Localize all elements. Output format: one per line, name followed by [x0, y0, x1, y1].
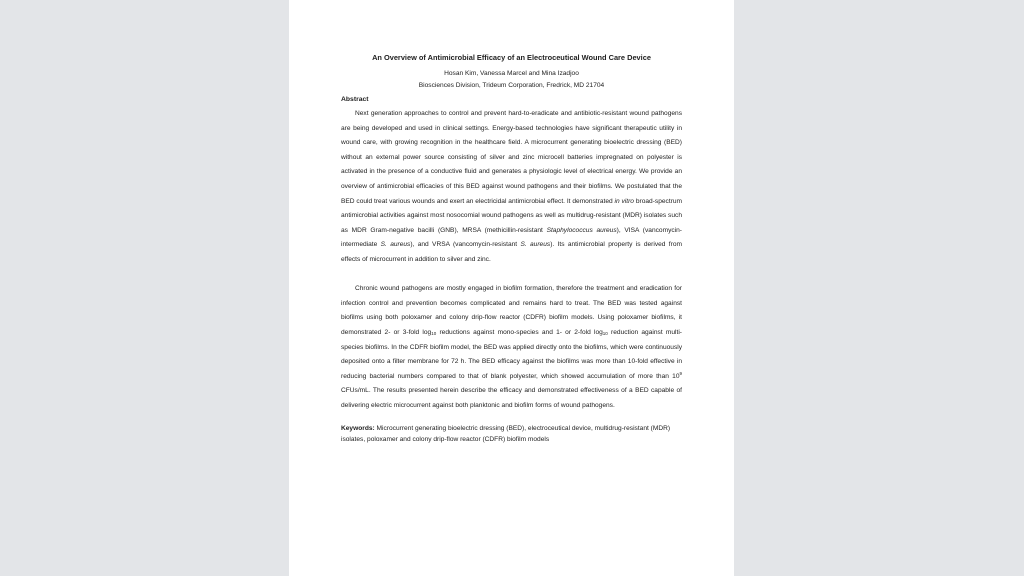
- text-run: CFUs/mL. The results presented herein describe the efficacy and demonstrated effectiveness of a BED capable of delivering electric microcurrent against both planktonic and biofilm forms of wound pathogens.: [341, 387, 682, 409]
- italic-run: Staphylococcus aureus: [546, 226, 617, 234]
- subscript: 10: [431, 330, 437, 336]
- abstract-paragraph-1: [341, 107, 682, 268]
- text-run: Next generation approaches to control and prevent hard-to-eradicate and antibiotic-resistant wound pathogens are being developed and used in clinical settings. Energy-based technologies have significant therapeutic utility in wound care, with growing recognition in the healthcare field. A microcurrent generating bioelectric dressing (BED) without an external power source consisting of silver and zinc microcell batteries impregnated on polyester is activated in the presence of a conductive fluid and generates a physiologic level of electrical energy. We provide an overview of antimicrobial efficacies of this BED against wound pathogens and their biofilms. We postulated that the BED could treat various wounds and exert an electricidal antimicrobial effect. It demonstrated: [341, 110, 682, 205]
- paragraph-gap: [341, 268, 682, 283]
- keywords-label: Keywords:: [341, 425, 375, 433]
- abstract-paragraph-2: [341, 282, 682, 413]
- page-content: [341, 52, 682, 445]
- text-run: broad-spectrum antimicrobial activities against most nosocomial wound pathogens as well as multidrug-resistant (MDR) isolates such as MDR Gram-negative bacilli (GNB), MRSA (methicillin-resistant: [341, 197, 683, 234]
- text-run: ). Its antimicrobial property is derived from effects of microcurrent in addition to silver and zinc.: [341, 241, 682, 263]
- text-run: reduction against multi-species biofilms. In the CDFR biofilm model, the BED was applied directly onto the biofilms, which were continuously deposited onto a filter membrane for 72 h. The BED efficacy against the biofilms was more than 10-fold effective in reducing bacterial numbers compared to that of blank polyester, which showed accumulation of more than 10: [341, 328, 682, 380]
- keywords: [341, 424, 682, 445]
- abstract-heading: Abstract: [341, 96, 369, 103]
- text-run: Chronic wound pathogens are mostly engaged in biofilm formation, therefore the treatment and eradication for infection control and prevention becomes complicated and remains hard to treat. The BED was tested against biofilms using both poloxamer and colony drip-flow reactor (CDFR) biofilm models. Using poloxamer biofilms, it demonstrated 2- or 3-fold log: [341, 285, 682, 336]
- italic-run: in vitro: [614, 197, 634, 205]
- authors: Hosan Kim, Vanessa Marcel and Mina Izadjoo: [444, 70, 579, 77]
- italic-run: S. aureus: [520, 241, 551, 249]
- keywords-text: Microcurrent generating bioelectric dressing (BED), electroceutical device, multidrug-resistant (MDR) isolates, poloxamer and colony drip-flow reactor (CDFR) biofilm models: [341, 425, 671, 443]
- affiliation: Biosciences Division, Trideum Corporation, Fredrick, MD 21704: [418, 82, 605, 89]
- text-run: ), VISA (vancomycin-intermediate: [341, 226, 682, 249]
- superscript: 9: [679, 370, 682, 376]
- subscript: 10: [602, 330, 608, 336]
- paper-title: An Overview of Antimicrobial Efficacy of an Electroceutical Wound Care Device: [372, 53, 651, 62]
- text-run: reductions against mono-species and 1- or 2-fold log: [436, 328, 603, 336]
- text-run: ), and VRSA (vancomycin-resistant: [410, 241, 521, 249]
- document-page: [289, 0, 734, 576]
- italic-run: S. aureus: [380, 241, 411, 249]
